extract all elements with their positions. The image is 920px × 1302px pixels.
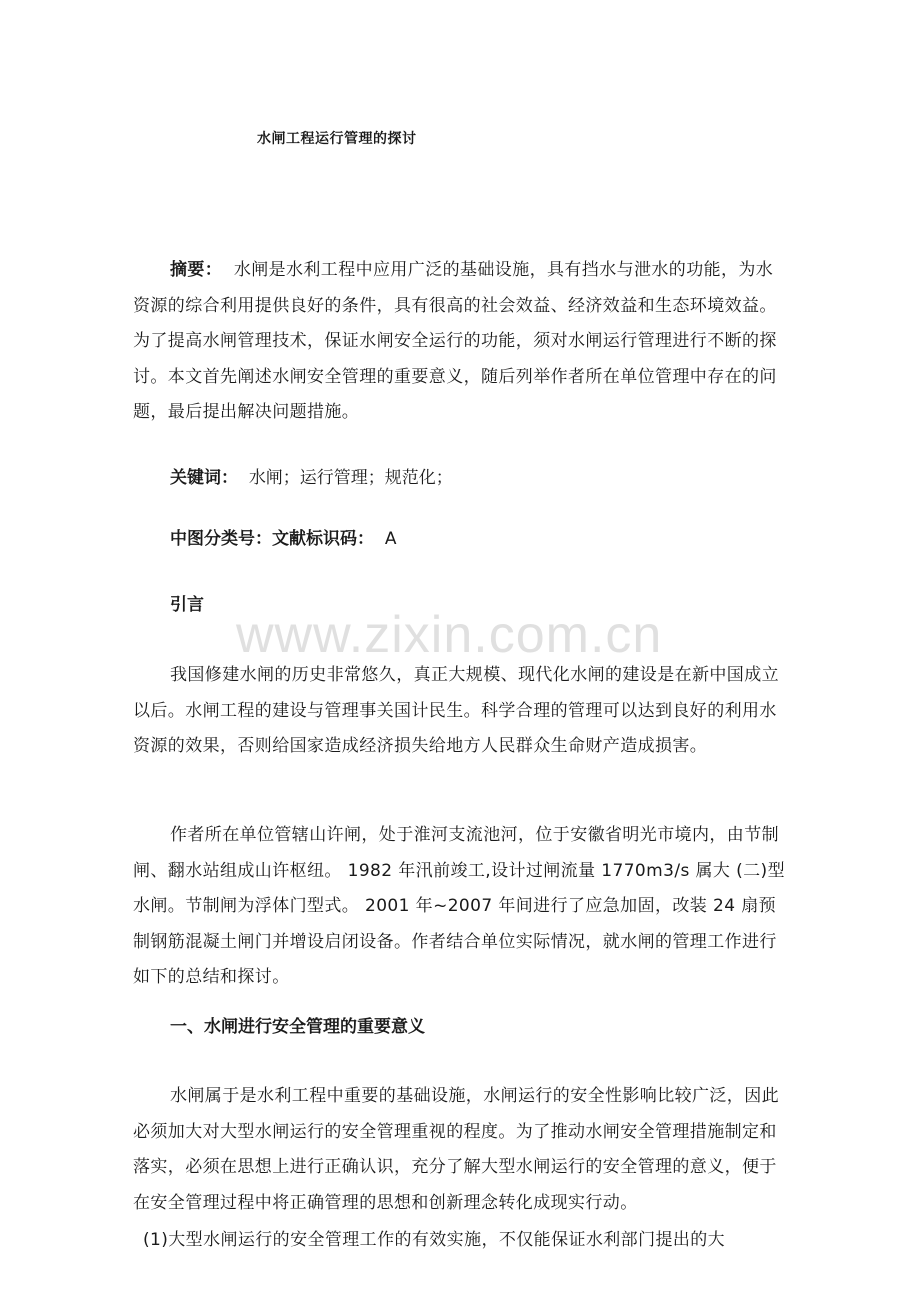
abstract-paragraph: [133, 253, 785, 431]
keywords-text: 水闸；运行管理；规范化；: [248, 468, 453, 488]
section-1-paragraph: 水闸属于是水利工程中重要的基础设施，水闸运行的安全性影响比较广泛，因此必须加大对大型水闸运行的安全管理重视的程度。为了推动水闸安全管理措施制定和落实，必须在思想上进行正确认识，充分了解大型水闸运行的安全管理的意义，便于在安全管理过程中将正确管理的思想和创新理念转化成现实行动。: [133, 1086, 779, 1213]
abstract-text: 水闸是水利工程中应用广泛的基础设施，具有挡水与泄水的功能，为水资源的综合利用提供良好的条件，具有很高的社会效益、经济效益和生态环境效益。为了提高水闸管理技术，保证水闸安全运行的功能，须对水闸运行管理进行不断的探讨。本文首先阐述水闸安全管理的重要意义，随后列举作者所在单位管理中存在的问题，最后提出解决问题措施。: [133, 260, 777, 422]
clc-value: A: [384, 529, 397, 549]
document-title: 水闸工程运行管理的探讨: [257, 131, 417, 147]
watermark: www.zixin.com.cn: [236, 606, 663, 664]
intro-paragraph-1: 我国修建水闸的历史非常悠久，真正大规模、现代化水闸的建设是在新中国成立以后。水闸工程的建设与管理事关国计民生。科学合理的管理可以达到良好的利用水资源的效果，否则给国家造成经济损失给地方人民群众生命财产造成损害。: [133, 665, 779, 756]
section-1-heading: 一、水闸进行安全管理的重要意义: [170, 1017, 425, 1037]
clc-line: [170, 527, 396, 551]
keywords-line: [170, 466, 453, 490]
clc-label: 中图分类号：文献标识码：: [170, 529, 374, 549]
keywords-label: 关键词：: [170, 468, 238, 488]
intro-heading: 引言: [170, 595, 204, 615]
intro-paragraph-2: 作者所在单位管辖山许闸，处于淮河支流池河，位于安徽省明光市境内，由节制闸、翻水站组成山许枢纽。 1982 年汛前竣工,设计过闸流量 1770m3/s 属大 (二)型水闸。节制闸为浮体门型式。 2001 年~2007 年间进行了应急加固，改装 24 扇预制钢筋混凝土闸门并增设启闭设备。作者结合单位实际情况，就水闸的管理工作进行如下的总结和探讨。: [133, 825, 785, 987]
abstract-label: 摘要：: [170, 260, 223, 280]
list-item-1: (1)大型水闸运行的安全管理工作的有效实施，不仅能保证水利部门提出的大: [143, 1230, 726, 1250]
